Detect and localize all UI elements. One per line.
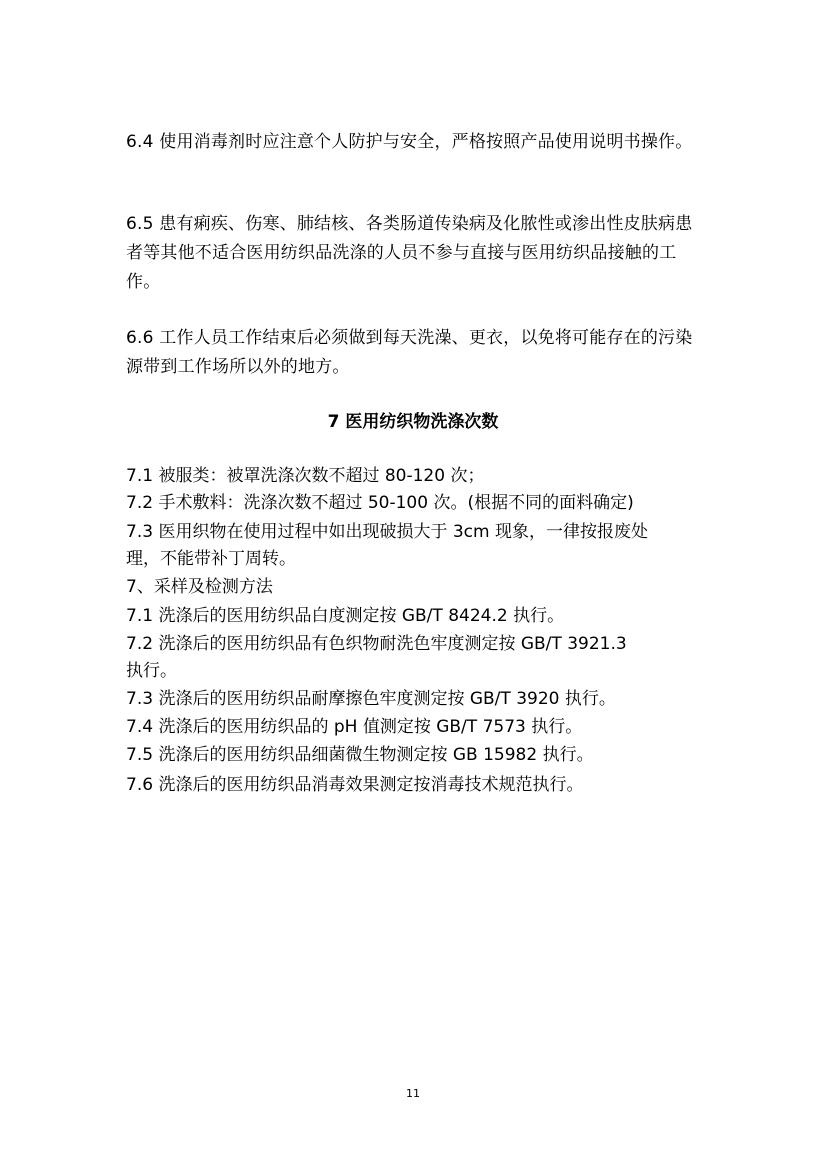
item-7-3-line2: 理，不能带补丁周转。 [126,549,296,569]
sampling-item-2-line1: 7.2 洗涤后的医用纺织品有色织物耐洗色牢度测定按 GB/T 3921.3 [126,634,627,654]
item-7-2: 7.2 手术敷料：洗涤次数不超过 50-100 次。(根据不同的面料确定) [126,493,634,513]
sampling-item-3: 7.3 洗涤后的医用纺织品耐摩擦色牢度测定按 GB/T 3920 执行。 [126,689,616,709]
sampling-item-4: 7.4 洗涤后的医用纺织品的 pH 值测定按 GB/T 7573 执行。 [126,717,583,737]
sampling-item-2-line2: 执行。 [126,661,177,681]
paragraph-6-4: 6.4 使用消毒剂时应注意个人防护与安全，严格按照产品使用说明书操作。 [126,132,693,152]
paragraph-6-6: 6.6 工作人员工作结束后必须做到每天洗澡、更衣，以免将可能存在的污染源带到工作场所以外的地方。 [126,328,693,377]
item-7-1: 7.1 被服类：被罩洗涤次数不超过 80-120 次； [126,466,485,486]
sampling-item-1: 7.1 洗涤后的医用纺织品白度测定按 GB/T 8424.2 执行。 [126,606,565,626]
paragraph-6-5: 6.5 患有痢疾、伤寒、肺结核、各类肠道传染病及化脓性或渗出性皮肤病患者等其他不适合医用纺织品洗涤的人员不参与直接与医用纺织品接触的工作。 [126,214,693,292]
section-7-title: 7 医用纺织物洗涤次数 [327,412,499,432]
page-number: 11 [406,1087,420,1100]
sampling-title: 7、采样及检测方法 [126,577,273,597]
sampling-item-5: 7.5 洗涤后的医用纺织品细菌微生物测定按 GB 15982 执行。 [126,745,594,765]
sampling-item-6: 7.6 洗涤后的医用纺织品消毒效果测定按消毒技术规范执行。 [126,775,584,795]
item-7-3-line1: 7.3 医用织物在使用过程中如出现破损大于 3cm 现象，一律按报废处 [126,522,648,542]
